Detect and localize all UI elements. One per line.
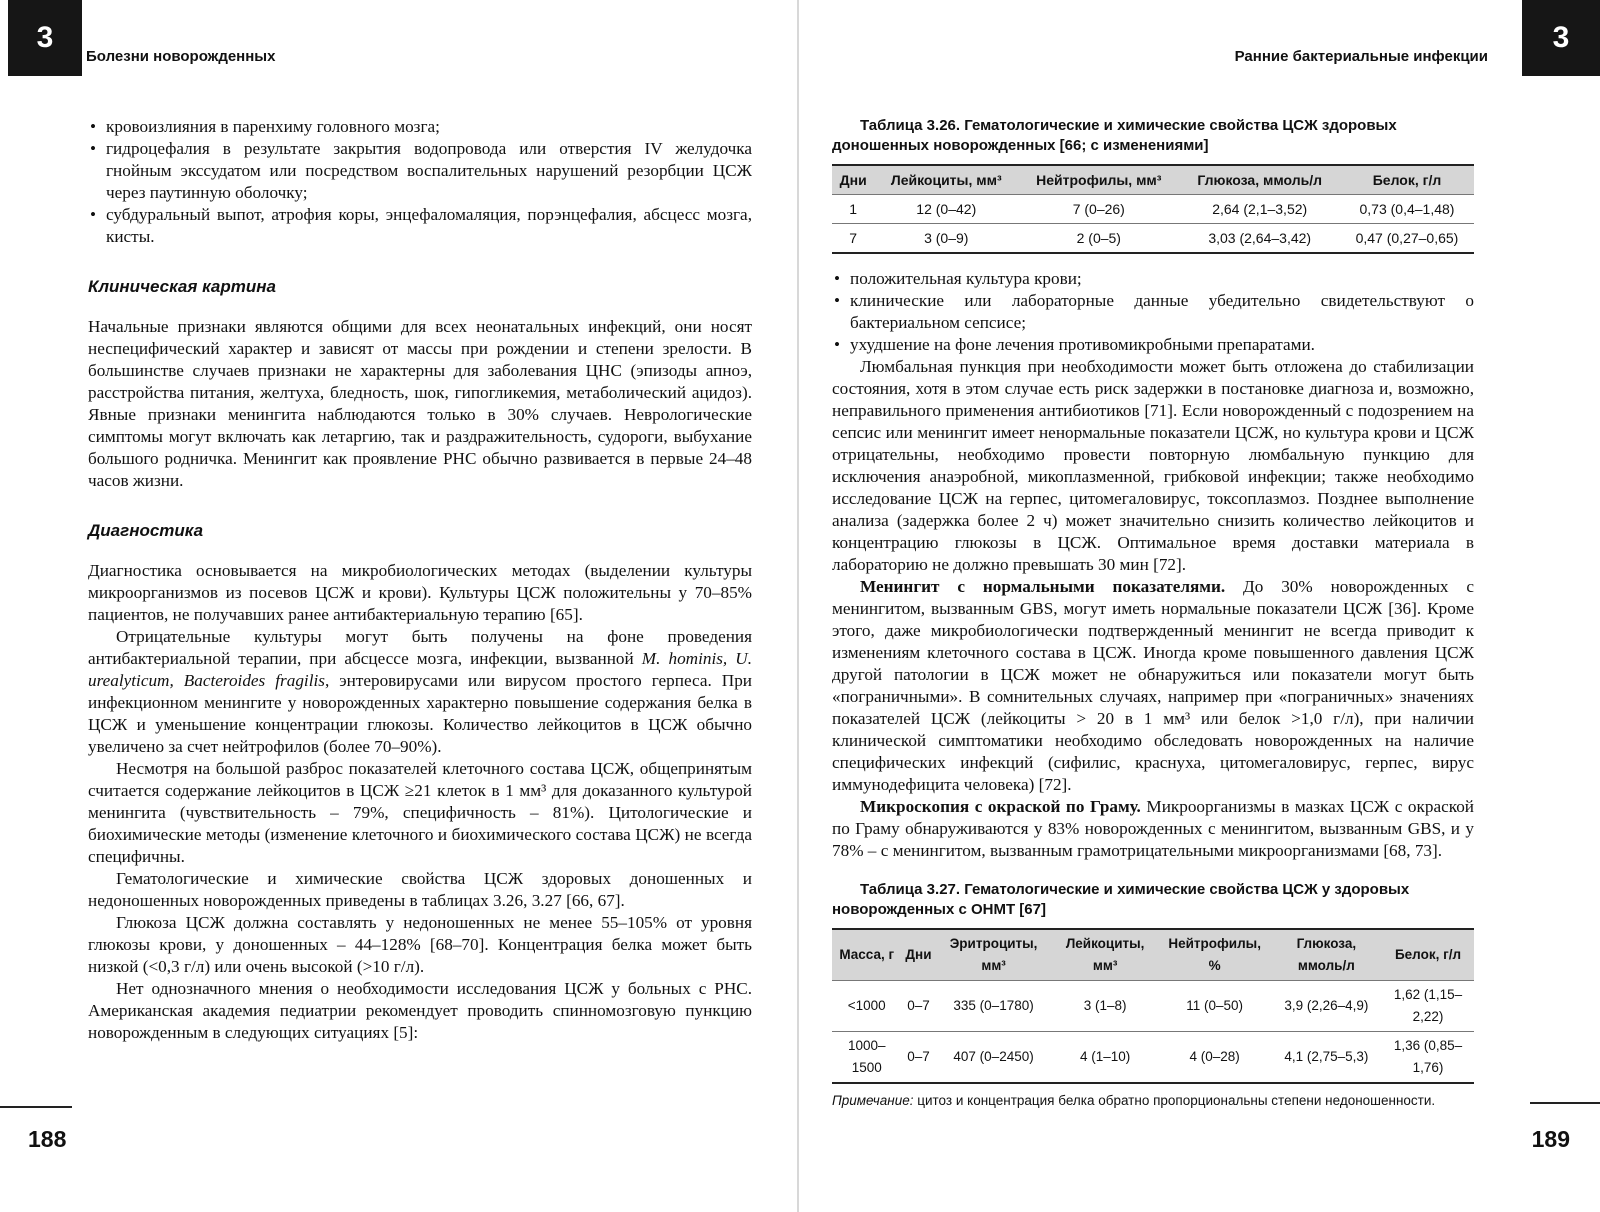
section-heading-diagnostics: Диагностика <box>88 521 204 540</box>
lumbar-puncture-paragraph: Люмбальная пункция при необходимости может быть отложена до стабилизации состояния, хотя в этом случае есть риск задержки в постановке диагноза и, возможно, неправильного применения антибиотиков [71]. Если новорожденный с подозрением на сепсис или менингит имеет ненормальные показатели ЦСЖ, но культура крови и ЦСЖ отрицательны, необходимо провести повторную люмбальную пункцию для исключения анаэробной, микоплазменной, грибковой инфекции; также необходимо исследование ЦСЖ на герпес, цитомегаловирус, токсоплазмоз. Позднее выполнение анализа (задержка более 2 ч) может значительно снизить количество лейкоцитов и концентрацию глюкозы в ЦСЖ. Оптимальное время доставки материала в лабораторию не должно превышать 30 мин [72]. <box>832 357 1474 574</box>
list-item: • положительная культура крови; <box>832 268 1474 290</box>
diagnostics-paragraph-4: Гематологические и химические свойства ЦСЖ здоровых доношенных и недоношенных новорожденных приведены в таблицах 3.26, 3.27 [66, 67]. <box>88 869 752 910</box>
gram-stain-paragraph <box>832 796 1474 862</box>
table-cell: 335 (0–1780) <box>936 981 1052 1032</box>
column-header: Лейкоциты, мм³ <box>1052 929 1159 981</box>
table-cell: 1,36 (0,85–1,76) <box>1382 1032 1474 1084</box>
column-header: Белок, г/л <box>1382 929 1474 981</box>
table-cell: 4 (0–28) <box>1159 1032 1271 1084</box>
page-number-left: 188 <box>28 1126 67 1152</box>
table-cell: 1000–1500 <box>832 1032 901 1084</box>
table-row <box>832 195 1474 224</box>
list-item: • субдуральный выпот, атрофия коры, энцефаломаляция, порэнцефалия, абсцесс мозга, кисты. <box>88 204 752 248</box>
table-cell: 0–7 <box>901 1032 935 1084</box>
text-run: До 30% новорожденных с менингитом, вызванным GBS, могут иметь нормальные показатели ЦСЖ [36]. Кроме этого, даже микробиологически подтвержденный менингит не всегда приводит к изменениям клеточного состава в ЦСЖ. Иногда кроме повышенного давления ЦСЖ другой патологии в ЦСЖ может не обнаружиться или показатели могут быть «пограничными». В сомнительных случаях, например при «пограничных» значениях показателей ЦСЖ (лейкоциты > 20 в 1 мм³ или белок >1,0 г/л), при наличии клинической симптоматики необходимо обследовать новорожденных на наличие специфических инфекций (сифилис, краснуха, цитомегаловирус, герпес, вирус иммунодефицита человека) [72]. <box>832 577 1474 794</box>
species-names: M. hominis, U. urealyticum, Bacteroides fragilis <box>88 649 752 690</box>
table-cell: 3 (0–9) <box>874 224 1018 254</box>
table-cell: 0,47 (0,27–0,65) <box>1340 224 1474 254</box>
column-header: Дни <box>901 929 935 981</box>
diagnostics-paragraph-6: Нет однозначного мнения о необходимости исследования ЦСЖ у больных с РНС. Американская академия педиатрии рекомендует проводить спинномозговую пункцию новорожденным в следующих ситуациях [5]: <box>88 979 752 1042</box>
note-label: Примечание: <box>832 1093 914 1108</box>
table-cell: 2 (0–5) <box>1018 224 1179 254</box>
diagnostics-paragraph-1: Диагностика основывается на микробиологических методах (выделении культуры микроорганизмов из посевов ЦСЖ и крови). Культуры ЦСЖ положительны у 70–85% пациентов, не получавших ранее антибактериальную терапию [65]. <box>88 561 752 624</box>
chapter-tab-left: 3 <box>8 0 82 76</box>
list-item: • клинические или лабораторные данные убедительно свидетельствуют о бактериальном сепсисе; <box>832 290 1474 334</box>
bullet-list-right <box>832 268 1474 356</box>
paragraph-lead: Микроскопия с окраской по Граму. <box>860 797 1141 816</box>
table-cell: <1000 <box>832 981 901 1032</box>
column-header: Масса, г <box>832 929 901 981</box>
note-text: цитоз и концентрация белка обратно пропорциональны степени недоношенности. <box>913 1093 1436 1108</box>
column-header: Лейкоциты, мм³ <box>874 165 1018 195</box>
table-row <box>832 224 1474 254</box>
table-header-row <box>832 929 1474 981</box>
table-327-caption: Таблица 3.27. Гематологические и химические свойства ЦСЖ у здоровых новорожденных с ОНМТ [67] <box>832 881 1410 918</box>
left-column <box>88 116 752 1044</box>
table-cell: 3,03 (2,64–3,42) <box>1179 224 1340 254</box>
column-header: Глюкоза, ммоль/л <box>1179 165 1340 195</box>
table-cell: 12 (0–42) <box>874 195 1018 224</box>
diagnostics-paragraph-5: Глюкоза ЦСЖ должна составлять у недоношенных не менее 55–105% от уровня глюкозы крови, у доношенных – 44–128% [68–70]. Концентрация белка может быть низкой (<0,3 г/л) или очень высокой (>10 г/л). <box>88 913 752 976</box>
running-head-left: Болезни новорожденных <box>86 48 276 65</box>
bullet-list-top <box>88 116 752 248</box>
page-number-right: 189 <box>1531 1126 1570 1152</box>
table-header-row <box>832 165 1474 195</box>
table-cell: 1,62 (1,15–2,22) <box>1382 981 1474 1032</box>
left-page <box>0 0 795 1212</box>
table-cell: 4,1 (2,75–5,3) <box>1271 1032 1382 1084</box>
diagnostics-paragraph-3: Несмотря на большой разброс показателей клеточного состава ЦСЖ, общепринятым считается содержание лейкоцитов в ЦСЖ ≥21 клеток в 1 мм³ для доказанного культурой менингита (чувствительность – 79%, специфичность – 81%). Цитологические и биохимические методы (изменение клеточного и биохимического состава ЦСЖ) не всегда специфичны. <box>88 759 752 866</box>
table-cell: 3,9 (2,26–4,9) <box>1271 981 1382 1032</box>
table-cell: 2,64 (2,1–3,52) <box>1179 195 1340 224</box>
table-327 <box>832 928 1474 1084</box>
column-header: Нейтрофилы, % <box>1159 929 1271 981</box>
list-item: • ухудшение на фоне лечения противомикробными препаратами. <box>832 334 1474 356</box>
right-page <box>800 0 1600 1212</box>
table-row <box>832 1032 1474 1084</box>
table-326-caption: Таблица 3.26. Гематологические и химические свойства ЦСЖ здоровых доношенных новорожденных [66; с изменениями] <box>832 117 1397 154</box>
column-header: Дни <box>832 165 874 195</box>
table-cell: 407 (0–2450) <box>936 1032 1052 1084</box>
table-cell: 4 (1–10) <box>1052 1032 1159 1084</box>
table-cell: 3 (1–8) <box>1052 981 1159 1032</box>
page-fold <box>797 0 799 1212</box>
section-heading-clinical: Клиническая картина <box>88 277 276 296</box>
column-header: Белок, г/л <box>1340 165 1474 195</box>
list-item: • кровоизлияния в паренхиму головного мозга; <box>88 116 752 138</box>
table-cell: 1 <box>832 195 874 224</box>
table-327-note <box>832 1092 1474 1110</box>
column-header: Глюкоза, ммоль/л <box>1271 929 1382 981</box>
right-column <box>832 116 1474 1110</box>
diagnostics-paragraph-2 <box>88 626 752 758</box>
paragraph-lead: Менингит с нормальными показателями. <box>860 577 1226 596</box>
table-cell: 7 (0–26) <box>1018 195 1179 224</box>
text-run: Микроорганизмы в мазках ЦСЖ с окраской по Граму обнаруживаются у 83% новорожденных с менингитом, вызванным GBS, и у 78% – с менингитом, вызванным грамотрицательными микроорганизмами [68, 73]. <box>832 797 1474 860</box>
footer-rule-left <box>0 1106 72 1108</box>
clinical-paragraph: Начальные признаки являются общими для всех неонатальных инфекций, они носят неспецифический характер и зависят от массы при рождении и степени зрелости. В большинстве случаев признаки не характерны для заболевания ЦНС (эпизоды апноэ, расстройства питания, желтуха, бледность, шок, гипогликемия, метаболический ацидоз). Явные признаки менингита наблюдаются только в 30% случаев. Неврологические симптомы могут включать как летаргию, так и раздражительность, судороги, выбухание большого родничка. Менингит как проявление РНС обычно развивается в первые 24–48 часов жизни. <box>88 317 752 490</box>
running-head-right: Ранние бактериальные инфекции <box>1234 48 1488 65</box>
normal-values-paragraph <box>832 576 1474 796</box>
table-cell: 0,73 (0,4–1,48) <box>1340 195 1474 224</box>
text-run: Отрицательные культуры могут быть получены на фоне проведения антибактериальной терапии, при абсцессе мозга, инфекции, вызванной <box>88 627 752 668</box>
list-item: • гидроцефалия в результате закрытия водопровода или отверстия IV желудочка гнойным экссудатом или посредством воспалительных нарушений резорбции ЦСЖ через паутинную оболочку; <box>88 138 752 204</box>
column-header: Эритроциты, мм³ <box>936 929 1052 981</box>
table-326 <box>832 164 1474 254</box>
chapter-tab-right: 3 <box>1522 0 1600 76</box>
footer-rule-right <box>1530 1102 1600 1104</box>
column-header: Нейтрофилы, мм³ <box>1018 165 1179 195</box>
table-cell: 7 <box>832 224 874 254</box>
table-cell: 0–7 <box>901 981 935 1032</box>
text-run: , энтеровирусами или вирусом простого герпеса. При инфекционном менингите у новорожденных характерно повышение содержания белка в ЦСЖ и уменьшение концентрации глюкозы. Количество лейкоцитов в ЦСЖ обычно увеличено за счет нейтрофилов (более 70–90%). <box>88 671 753 756</box>
table-cell: 11 (0–50) <box>1159 981 1271 1032</box>
table-row <box>832 981 1474 1032</box>
